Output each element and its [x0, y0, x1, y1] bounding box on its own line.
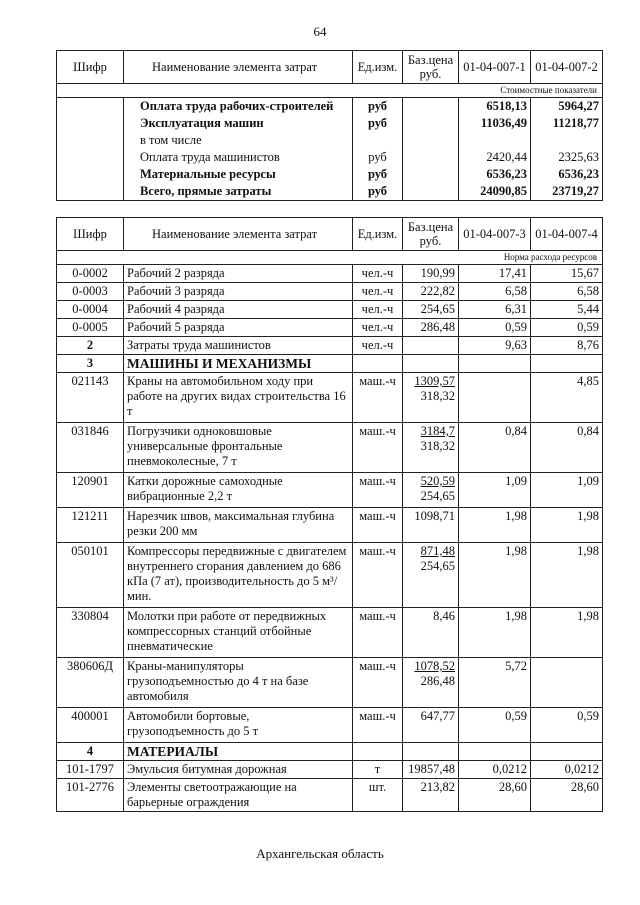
section-number: 3: [57, 355, 124, 373]
price-cell: 213,82: [403, 779, 459, 812]
machine-row: [57, 373, 603, 423]
base-price: 647,77: [420, 709, 455, 723]
worker-row: [57, 319, 603, 337]
unit-cell: чел.-ч: [353, 283, 403, 301]
unit-cell: маш.-ч: [353, 423, 403, 473]
code-cell: 050101: [57, 543, 124, 608]
code-cell: 031846: [57, 423, 124, 473]
name-cell: Краны-манипуляторы грузоподъемностью до 4 т на базе автомобиля: [124, 658, 353, 708]
table-row: [57, 166, 603, 183]
name-cell: Молотки при работе от передвижных компрессорных станций отбойные пневматические: [124, 608, 353, 658]
machine-row: [57, 543, 603, 608]
value-b-cell: 1,09: [531, 473, 603, 508]
name-cell: Затраты труда машинистов: [124, 337, 353, 355]
price-cell: [403, 423, 459, 473]
header-unit: Ед.изм.: [353, 51, 403, 84]
unit-cell: руб: [353, 149, 403, 166]
value-a-cell: 0,0212: [459, 761, 531, 779]
price-cell: [403, 508, 459, 543]
unit-cell: [353, 355, 403, 373]
worker-row: [57, 301, 603, 319]
section-number: 4: [57, 743, 124, 761]
name-cell: Рабочий 5 разряда: [124, 319, 353, 337]
section-title: МАШИНЫ И МЕХАНИЗМЫ: [124, 355, 353, 373]
table-row: [57, 98, 603, 116]
machine-row: [57, 508, 603, 543]
value-a-cell: 28,60: [459, 779, 531, 812]
code-cell: 121211: [57, 508, 124, 543]
unit-cell: маш.-ч: [353, 608, 403, 658]
value-b-cell: 2325,63: [531, 149, 603, 166]
operator-price: 286,48: [420, 674, 455, 688]
table2-subheader: Норма расхода ресурсов: [57, 251, 603, 265]
code-cell: 0-0003: [57, 283, 124, 301]
footer-region: Архангельская область: [256, 846, 384, 861]
section-header-row: [57, 355, 603, 373]
header-unit: Ед.изм.: [353, 218, 403, 251]
table1-subheader-row: [57, 84, 603, 98]
price-cell: [403, 743, 459, 761]
header-name: Наименование элемента затрат: [124, 218, 353, 251]
value-a-cell: [459, 132, 531, 149]
table-row: [57, 115, 603, 132]
header-code: Шифр: [57, 218, 124, 251]
section-row: [57, 337, 603, 355]
name-cell: Рабочий 2 разряда: [124, 265, 353, 283]
machine-row: [57, 608, 603, 658]
value-b-cell: 23719,27: [531, 183, 603, 201]
value-a-cell: 0,84: [459, 423, 531, 473]
code-cell: [57, 98, 124, 116]
value-a-cell: 6,31: [459, 301, 531, 319]
code-cell: 120901: [57, 473, 124, 508]
price-cell: [403, 166, 459, 183]
table2-body: [57, 265, 603, 812]
resource-norms-table: [56, 217, 603, 812]
base-price: 8,46: [433, 609, 455, 623]
value-a-cell: 17,41: [459, 265, 531, 283]
unit-cell: руб: [353, 183, 403, 201]
unit-cell: т: [353, 761, 403, 779]
code-cell: 0-0002: [57, 265, 124, 283]
unit-cell: руб: [353, 166, 403, 183]
price-cell: [403, 149, 459, 166]
name-cell: Автомобили бортовые, грузоподъемность до 5 т: [124, 708, 353, 743]
code-cell: 021143: [57, 373, 124, 423]
value-a-cell: 9,63: [459, 337, 531, 355]
value-a-cell: 1,98: [459, 608, 531, 658]
price-cell: [403, 132, 459, 149]
name-cell: Материальные ресурсы: [124, 166, 353, 183]
value-a-cell: [459, 355, 531, 373]
cost-summary-table: [56, 50, 603, 201]
price-cell: [403, 183, 459, 201]
value-b-cell: [531, 355, 603, 373]
price-cell: [403, 473, 459, 508]
machine-row: [57, 708, 603, 743]
operator-price: 318,32: [420, 439, 455, 453]
header-col-b: 01-04-007-2: [531, 51, 603, 84]
value-a-cell: [459, 373, 531, 423]
material-row: [57, 779, 603, 812]
machine-row: [57, 658, 603, 708]
base-price: 1098,71: [414, 509, 455, 523]
value-a-cell: 6,58: [459, 283, 531, 301]
code-cell: [57, 149, 124, 166]
unit-cell: маш.-ч: [353, 508, 403, 543]
value-a-cell: 24090,85: [459, 183, 531, 201]
name-cell: Всего, прямые затраты: [124, 183, 353, 201]
value-a-cell: 11036,49: [459, 115, 531, 132]
table2-subheader-row: [57, 251, 603, 265]
worker-row: [57, 283, 603, 301]
table1-subheader: Стоимостные показатели: [57, 84, 603, 98]
price-cell: 19857,48: [403, 761, 459, 779]
header-col-a: 01-04-007-1: [459, 51, 531, 84]
value-b-cell: 6536,23: [531, 166, 603, 183]
table1-body: [57, 98, 603, 201]
value-b-cell: 1,98: [531, 608, 603, 658]
section-title: МАТЕРИАЛЫ: [124, 743, 353, 761]
name-cell: Эксплуатация машин: [124, 115, 353, 132]
name-cell: Рабочий 3 разряда: [124, 283, 353, 301]
price-cell: [403, 543, 459, 608]
unit-cell: чел.-ч: [353, 337, 403, 355]
unit-cell: маш.-ч: [353, 373, 403, 423]
base-price: 1078,52: [414, 659, 455, 673]
value-a-cell: 6536,23: [459, 166, 531, 183]
value-b-cell: 6,58: [531, 283, 603, 301]
price-cell: 254,65: [403, 301, 459, 319]
value-b-cell: 11218,77: [531, 115, 603, 132]
name-cell: Элементы светоотражающие на барьерные ограждения: [124, 779, 353, 812]
price-cell: [403, 337, 459, 355]
value-b-cell: 4,85: [531, 373, 603, 423]
header-col-b: 01-04-007-4: [531, 218, 603, 251]
code-cell: 0-0005: [57, 319, 124, 337]
value-b-cell: 1,98: [531, 508, 603, 543]
value-b-cell: [531, 132, 603, 149]
unit-cell: маш.-ч: [353, 658, 403, 708]
value-b-cell: [531, 658, 603, 708]
value-b-cell: 0,59: [531, 708, 603, 743]
name-cell: Компрессоры передвижные с двигателем внутреннего сгорания давлением до 686 кПа (7 ат), производительность до 5 м³/мин.: [124, 543, 353, 608]
price-cell: [403, 98, 459, 116]
name-cell: Оплата труда рабочих-строителей: [124, 98, 353, 116]
unit-cell: руб: [353, 115, 403, 132]
price-cell: [403, 373, 459, 423]
code-cell: 330804: [57, 608, 124, 658]
unit-cell: чел.-ч: [353, 301, 403, 319]
price-cell: [403, 355, 459, 373]
value-b-cell: 0,0212: [531, 761, 603, 779]
value-b-cell: [531, 743, 603, 761]
value-a-cell: 5,72: [459, 658, 531, 708]
table-row: [57, 132, 603, 149]
price-cell: [403, 608, 459, 658]
price-cell: 190,99: [403, 265, 459, 283]
unit-cell: чел.-ч: [353, 319, 403, 337]
code-cell: 380606Д: [57, 658, 124, 708]
machine-row: [57, 473, 603, 508]
operator-price: 254,65: [420, 489, 455, 503]
value-a-cell: 1,98: [459, 543, 531, 608]
header-price: Баз.цена руб.: [403, 218, 459, 251]
value-b-cell: 15,67: [531, 265, 603, 283]
header-name: Наименование элемента затрат: [124, 51, 353, 84]
table2-header-row: [57, 218, 603, 251]
unit-cell: маш.-ч: [353, 473, 403, 508]
code-cell: [57, 166, 124, 183]
value-b-cell: 0,59: [531, 319, 603, 337]
page-number: 64: [313, 24, 327, 39]
price-cell: [403, 658, 459, 708]
code-cell: 101-1797: [57, 761, 124, 779]
name-cell: Катки дорожные самоходные вибрационные 2,2 т: [124, 473, 353, 508]
unit-cell: маш.-ч: [353, 708, 403, 743]
code-cell: [57, 115, 124, 132]
value-a-cell: 1,98: [459, 508, 531, 543]
name-cell: в том числе: [124, 132, 353, 149]
code-cell: [57, 132, 124, 149]
value-a-cell: 0,59: [459, 319, 531, 337]
name-cell: Оплата труда машинистов: [124, 149, 353, 166]
name-cell: Краны на автомобильном ходу при работе на других видах строительства 16 т: [124, 373, 353, 423]
name-cell: Рабочий 4 разряда: [124, 301, 353, 319]
header-price: Баз.цена руб.: [403, 51, 459, 84]
table-row: [57, 183, 603, 201]
code-cell: 400001: [57, 708, 124, 743]
unit-cell: маш.-ч: [353, 543, 403, 608]
price-cell: 286,48: [403, 319, 459, 337]
section-number: 2: [57, 337, 124, 355]
operator-price: 318,32: [420, 389, 455, 403]
value-b-cell: 1,98: [531, 543, 603, 608]
price-cell: [403, 115, 459, 132]
header-col-a: 01-04-007-3: [459, 218, 531, 251]
value-a-cell: 2420,44: [459, 149, 531, 166]
value-b-cell: 5964,27: [531, 98, 603, 116]
value-a-cell: 6518,13: [459, 98, 531, 116]
value-b-cell: 28,60: [531, 779, 603, 812]
value-a-cell: [459, 743, 531, 761]
value-b-cell: 8,76: [531, 337, 603, 355]
unit-cell: [353, 132, 403, 149]
section-header-row: [57, 743, 603, 761]
machine-row: [57, 423, 603, 473]
value-a-cell: 1,09: [459, 473, 531, 508]
value-a-cell: 0,59: [459, 708, 531, 743]
code-cell: 0-0004: [57, 301, 124, 319]
base-price: 3184,7: [420, 424, 455, 438]
name-cell: Погрузчики одноковшовые универсальные фронтальные пневмоколесные, 7 т: [124, 423, 353, 473]
base-price: 1309,57: [414, 374, 455, 388]
base-price: 520,59: [420, 474, 455, 488]
code-cell: 101-2776: [57, 779, 124, 812]
unit-cell: шт.: [353, 779, 403, 812]
table-row: [57, 149, 603, 166]
worker-row: [57, 265, 603, 283]
table1-header-row: [57, 51, 603, 84]
value-b-cell: 0,84: [531, 423, 603, 473]
unit-cell: чел.-ч: [353, 265, 403, 283]
material-row: [57, 761, 603, 779]
name-cell: Нарезчик швов, максимальная глубина резки 200 мм: [124, 508, 353, 543]
unit-cell: [353, 743, 403, 761]
unit-cell: руб: [353, 98, 403, 116]
name-cell: Эмульсия битумная дорожная: [124, 761, 353, 779]
code-cell: [57, 183, 124, 201]
value-b-cell: 5,44: [531, 301, 603, 319]
base-price: 871,48: [420, 544, 455, 558]
price-cell: 222,82: [403, 283, 459, 301]
operator-price: 254,65: [420, 559, 455, 573]
header-code: Шифр: [57, 51, 124, 84]
price-cell: [403, 708, 459, 743]
